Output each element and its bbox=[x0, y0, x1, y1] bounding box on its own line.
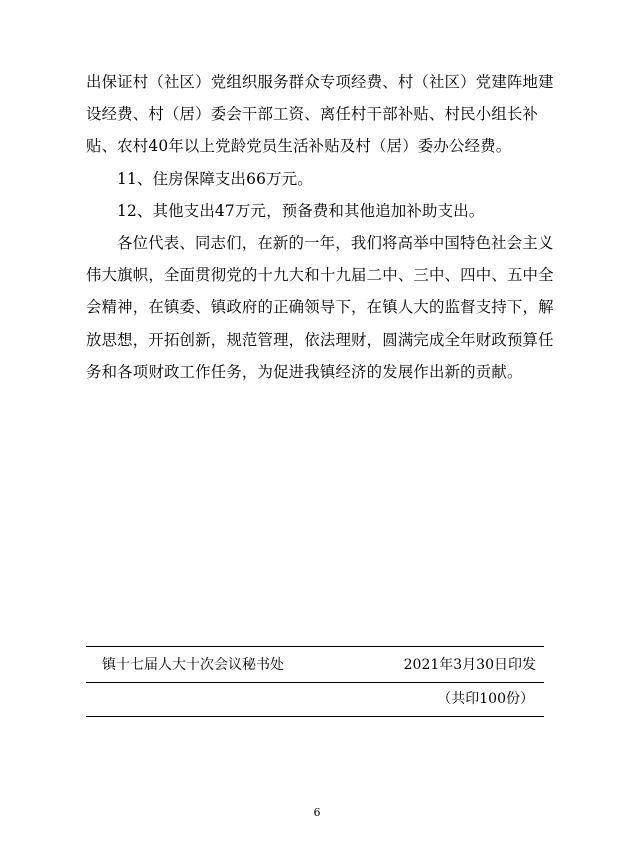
paragraph-village-funding: 出保证村（社区）党组织服务群众专项经费、村（社区）党建阵地建设经费、村（居）委会干部工资、离任村干部补贴、村民小组长补贴、农村40年以上党龄党员生活补贴及村（居）委办公经费。 bbox=[86, 73, 554, 156]
colophon-bottom-rule bbox=[86, 716, 544, 717]
colophon-row bbox=[86, 655, 536, 675]
colophon-top-rule bbox=[86, 646, 544, 647]
page-number: 6 bbox=[313, 806, 321, 819]
colophon-print-date: 2021年3月30日印发 bbox=[403, 657, 536, 673]
paragraph-housing-expenditure: 11、住房保障支出66万元。 bbox=[117, 169, 313, 188]
colophon-print-count: （共印100份） bbox=[437, 691, 534, 707]
colophon-issuer: 镇十七届人大十次会议秘书处 bbox=[102, 657, 284, 673]
colophon-middle-rule bbox=[86, 682, 544, 683]
paragraph-closing-remarks: 各位代表、同志们，在新的一年，我们将高举中国特色社会主义伟大旗帜，全面贯彻党的十九大和十九届二中、三中、四中、五中全会精神，在镇委、镇政府的正确领导下，在镇人大的监督支持下，解放思想，开拓创新，规范管理，依法理财，圆满完成全年财政预算任务和各项财政工作任务，为促进我镇经济的发展作出新的贡献。 bbox=[86, 234, 554, 381]
paragraph-other-expenditure: 12、其他支出47万元，预备费和其他追加补助支出。 bbox=[117, 201, 485, 220]
body-text bbox=[86, 66, 556, 388]
